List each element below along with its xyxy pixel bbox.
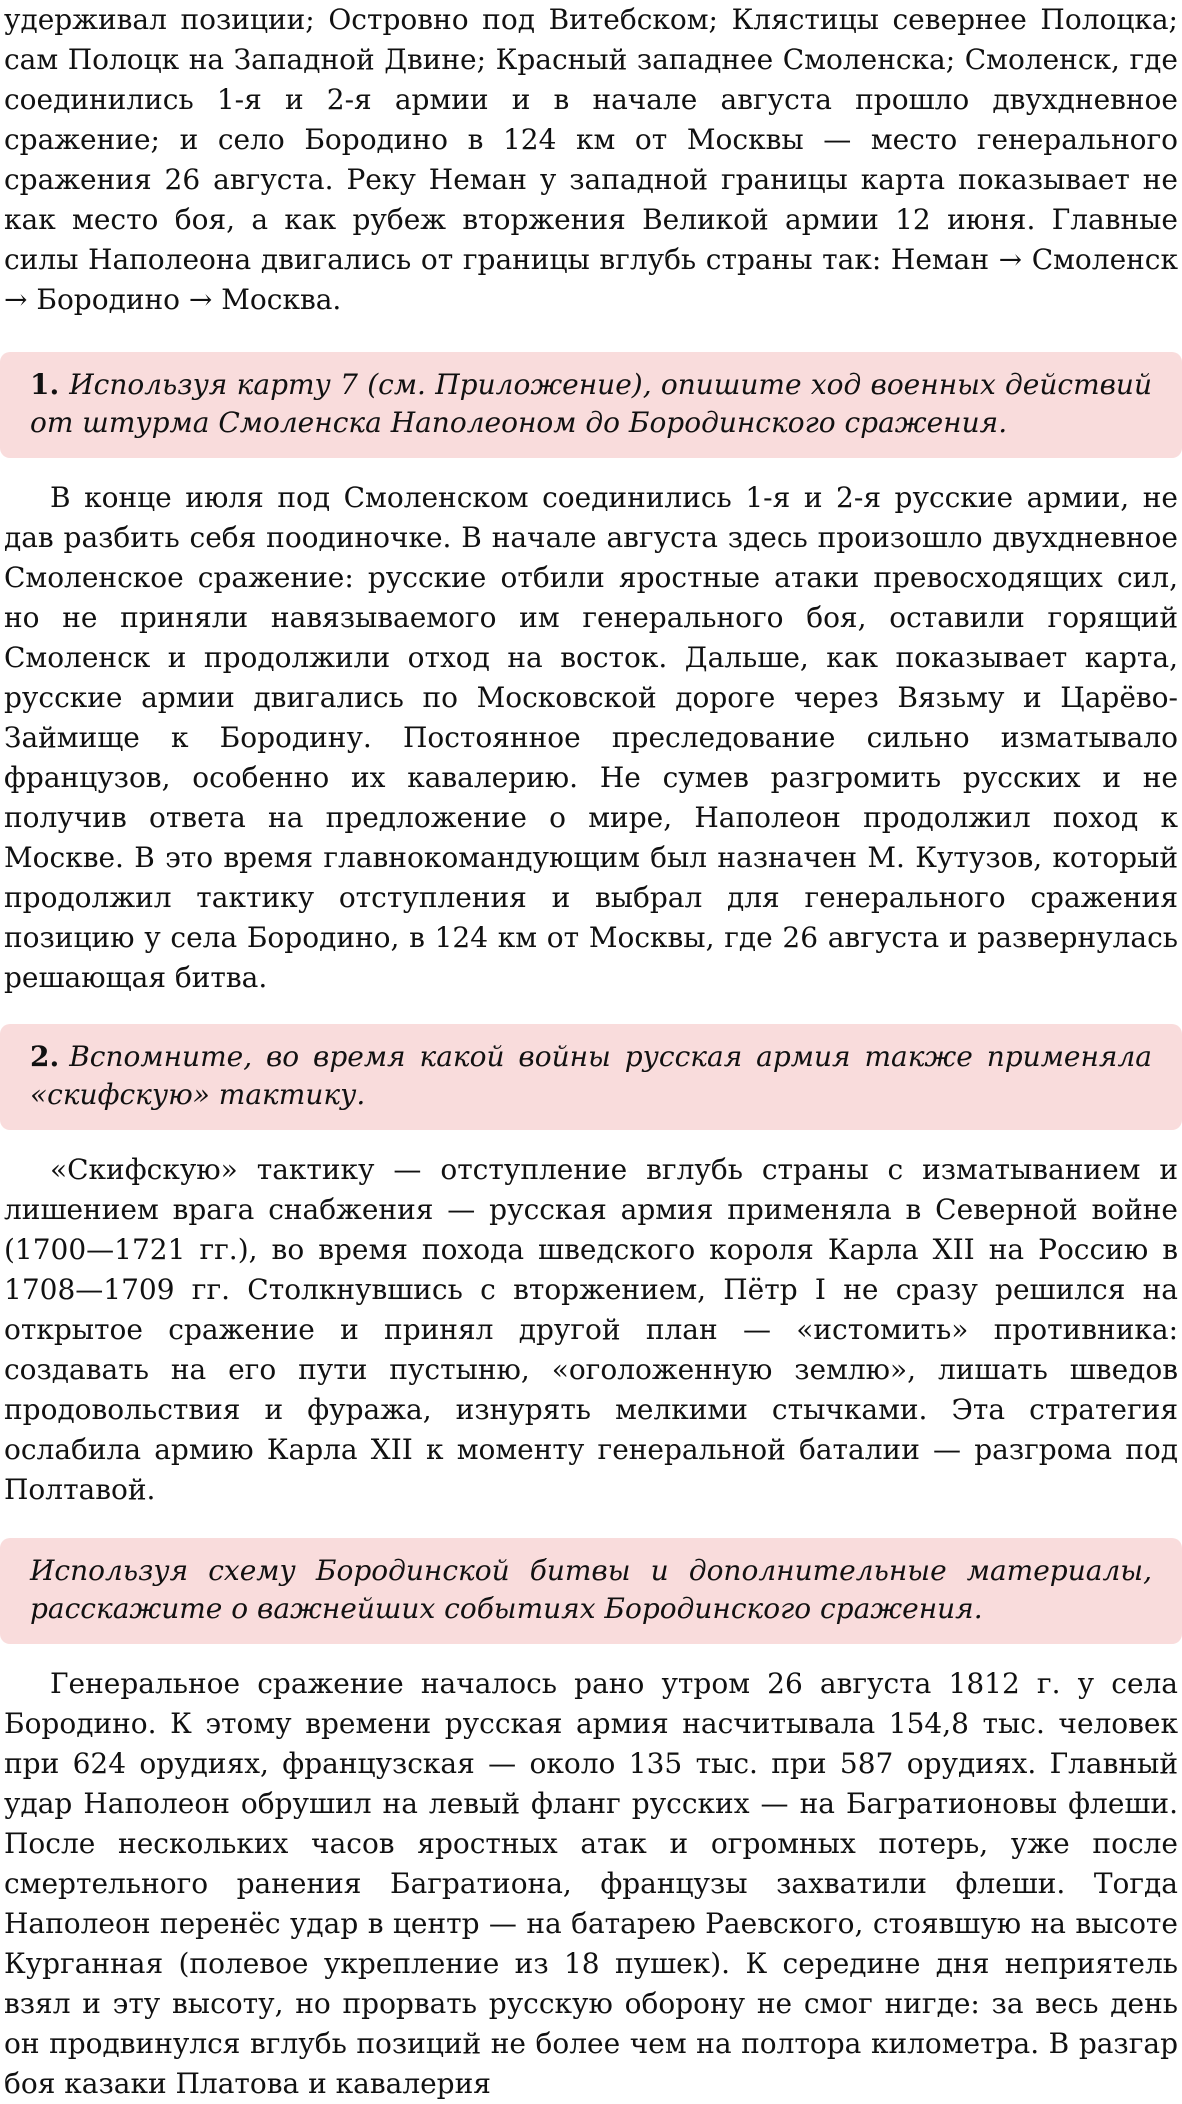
- task-3-answer: Генеральное сражение началось рано утром 26 августа 1812 г. у села Бородино. К этому времени русская армия насчитывала 154,8 тыс. человек при 624 орудиях, французская — около 135 тыс. при 587 орудиях. Главный удар Наполеон обрушил на левый фланг русских — на Багратионовы флеши. После нескольких часов яростных атак и огромных потерь, уже после смертельного ранения Багратиона, французы захватили флеши. Тогда Наполеон перенёс удар в центр — на батарею Раевского, стоявшую на высоте Курганная (полевое укрепление из 18 пушек). К середине дня неприятель взял и эту высоту, но прорвать русскую оборону не смог нигде: за весь день он продвинулся вглубь позиций не более чем на полтора километра. В разгар боя казаки Платова и кавалерия: [4, 1667, 1178, 2100]
- task-1-question: Используя карту 7 (см. Приложение), опишите ход военных действий от штурма Смоленска Наполеоном до Бородинского сражения.: [30, 368, 1152, 439]
- task-2-number: 2.: [30, 1040, 60, 1073]
- task-2-box: [0, 1024, 1182, 1130]
- task-1-number: 1.: [30, 368, 60, 401]
- task-3-question: Используя схему Бородинской битвы и дополнительные материалы, расскажите о важнейших событиях Бородинского сражения.: [30, 1554, 1152, 1625]
- task-3-box: [0, 1538, 1182, 1644]
- intro-paragraph: удерживал позиции; Островно под Витебском; Клястицы севернее Полоцка; сам Полоцк на Западной Двине; Красный западнее Смоленска; Смоленск, где соединились 1-я и 2-я армии и в начале августа прошло двухдневное сражение; и село Бородино в 124 км от Москвы — место генерального сражения 26 августа. Реку Неман у западной границы карта показывает не как место боя, а как рубеж вторжения Великой армии 12 июня. Главные силы Наполеона двигались от границы вглубь страны так: Неман → Смоленск → Бородино → Москва.: [4, 3, 1178, 316]
- task-2-question: Вспомните, во время какой войны русская армия также применяла «скифскую» тактику.: [30, 1040, 1152, 1111]
- task-1-answer: В конце июля под Смоленском соединились 1-я и 2-я русские армии, не дав разбить себя поодиночке. В начале августа здесь произошло двухдневное Смоленское сражение: русские отбили яростные атаки превосходящих сил, но не приняли навязываемого им генерального боя, оставили горящий Смоленск и продолжили отход на восток. Дальше, как показывает карта, русские армии двигались по Московской дороге через Вязьму и Царёво-Займище к Бородину. Постоянное преследование сильно изматывало французов, особенно их кавалерию. Не сумев разгромить русских и не получив ответа на предложение о мире, Наполеон продолжил поход к Москве. В это время главнокомандующим был назначен М. Кутузов, который продолжил тактику отступления и выбрал для генерального сражения позицию у села Бородино, в 124 км от Москвы, где 26 августа и развернулась решающая битва.: [4, 481, 1178, 994]
- task-1-box: [0, 352, 1182, 458]
- task-2-answer: «Скифскую» тактику — отступление вглубь страны с изматыванием и лишением врага снабжения — русская армия применяла в Северной войне (1700—1721 гг.), во время похода шведского короля Карла XII на Россию в 1708—1709 гг. Столкнувшись с вторжением, Пётр I не сразу решился на открытое сражение и принял другой план — «истомить» противника: создавать на его пути пустыню, «оголоженную землю», лишать шведов продовольствия и фуража, изнурять мелкими стычками. Эта стратегия ослабила армию Карла XII к моменту генеральной баталии — разгрома под Полтавой.: [4, 1153, 1178, 1506]
